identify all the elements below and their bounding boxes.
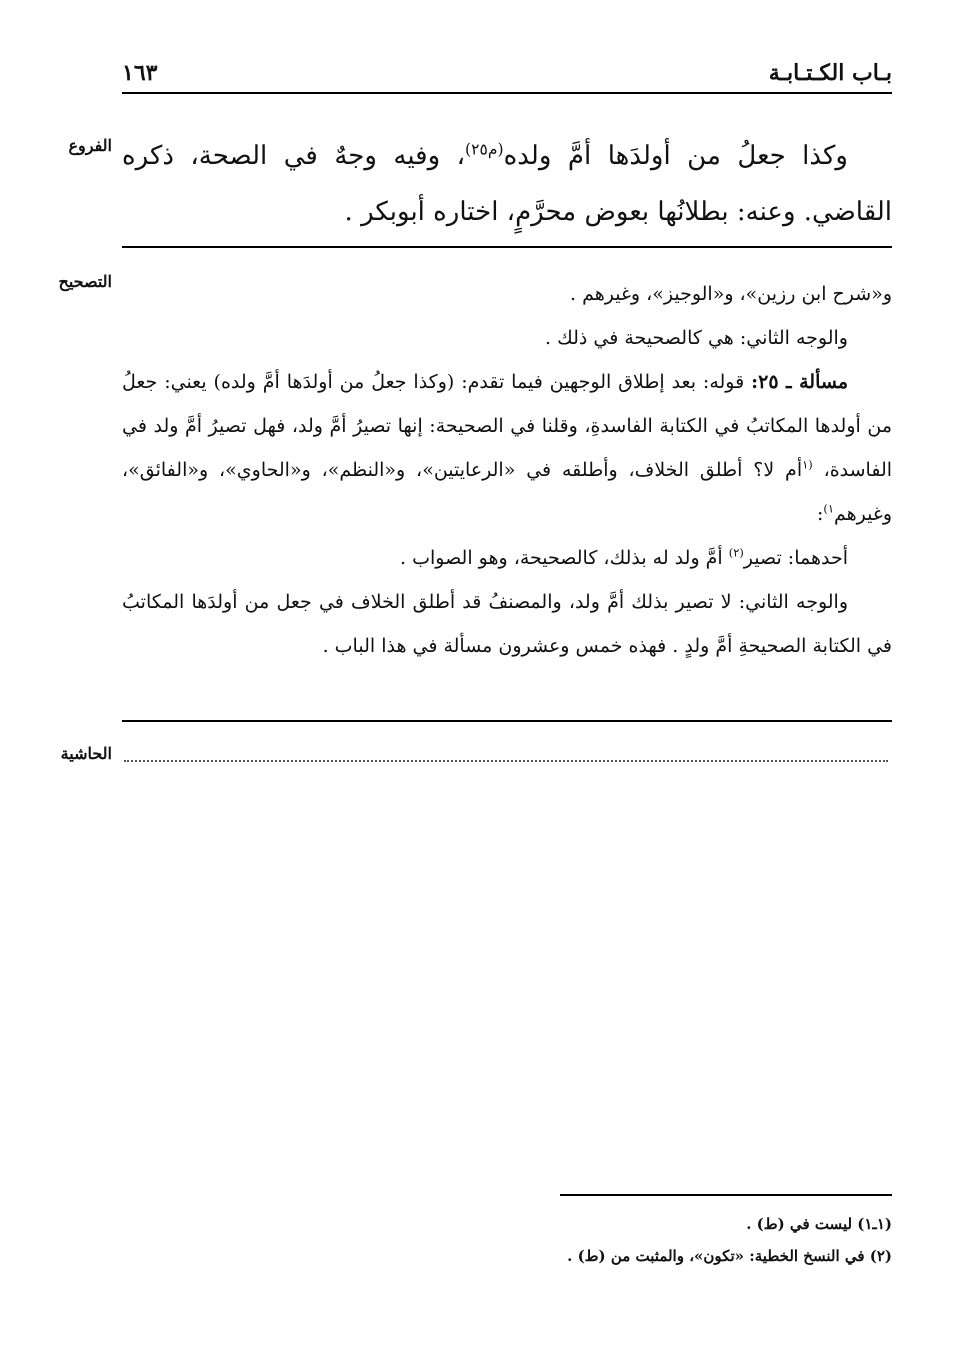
tashih-p4 [122,536,892,580]
footnote-ref-2: (٢) [728,545,744,560]
tashih-p5: والوجه الثاني: لا تصير بذلك أمَّ ولد، والمصنفُ قد أطلق الخلاف في جعل من أولدَها المكاتبُ في الكتابة الصحيحةِ أمَّ ولدٍ . فهذه خمس وعشرون مسألة في هذا الباب . [122,591,892,657]
furu-ref-m25: (م٢٥) [465,140,504,159]
footnote-2: (٢) في النسخ الخطية: «تكون»، والمثبت من (ط) . [567,1247,892,1265]
section-divider-2 [122,720,892,722]
label-tashih: التصحيح [58,272,112,291]
label-furu: الفروع [68,136,112,155]
furu-text-1a: وكذا جعلُ من أولدَها أمَّ ولده [503,141,848,171]
tashih-p3-b: أم لا؟ أطلق الخلاف، وأطلقه في «الرعايتين»، و«النظم»، و«الحاوي»، و«الفائق»، وغيرهم [122,459,892,525]
furu-text-1b: ، وفيه وجهٌ في الصحة، ذكره [122,141,466,171]
tashih-p1: و«شرح ابن رزين»، و«الوجيز»، وغيرهم . [570,283,892,305]
chapter-title: بـاب الكـتـابـة [768,60,892,86]
page-header [122,56,892,94]
furu-paragraph [122,128,892,240]
section-divider-1 [122,246,892,248]
tashih-p4-a: أحدهما: تصير [743,547,848,569]
masala-label: مسألة ـ ٢٥: [751,371,848,393]
furu-section [122,128,892,240]
tashih-p4-b: أمَّ ولد له بذلك، كالصحيحة، وهو الصواب . [400,547,723,569]
footnotes [122,1208,892,1272]
tashih-p3-c: : [817,503,824,525]
tashih-section [122,272,892,668]
furu-text-2: القاضي. وعنه: بطلانُها بعوض محرَّمٍ، اختاره أبوبكر . [344,197,892,227]
footnote-ref-1-open: (١ [802,457,813,472]
footnote-ref-1-close: ١) [823,501,834,516]
footnote-1: (١ـ١) ليست في (ط) . [746,1215,892,1233]
label-hashiya: الحاشية [60,744,112,763]
tashih-p3-a: قوله: بعد إطلاق الوجهين فيما تقدم: (وكذا جعلُ من أولدَها أمَّ ولده) يعني: جعلُ من أولدها المكاتبُ في الكتابة الفاسدةِ، وقلنا في الصحيحة: إنها تصيرُ أمَّ ولد، فهل تصيرُ أمَّ ولد في الفاسدة، [122,371,893,481]
hashiya-dotted-line [124,760,888,762]
tashih-p3 [122,360,892,536]
tashih-p2: والوجه الثاني: هي كالصحيحة في ذلك . [545,327,848,349]
page-number: ١٦٣ [122,60,158,86]
footnote-divider [560,1194,892,1196]
